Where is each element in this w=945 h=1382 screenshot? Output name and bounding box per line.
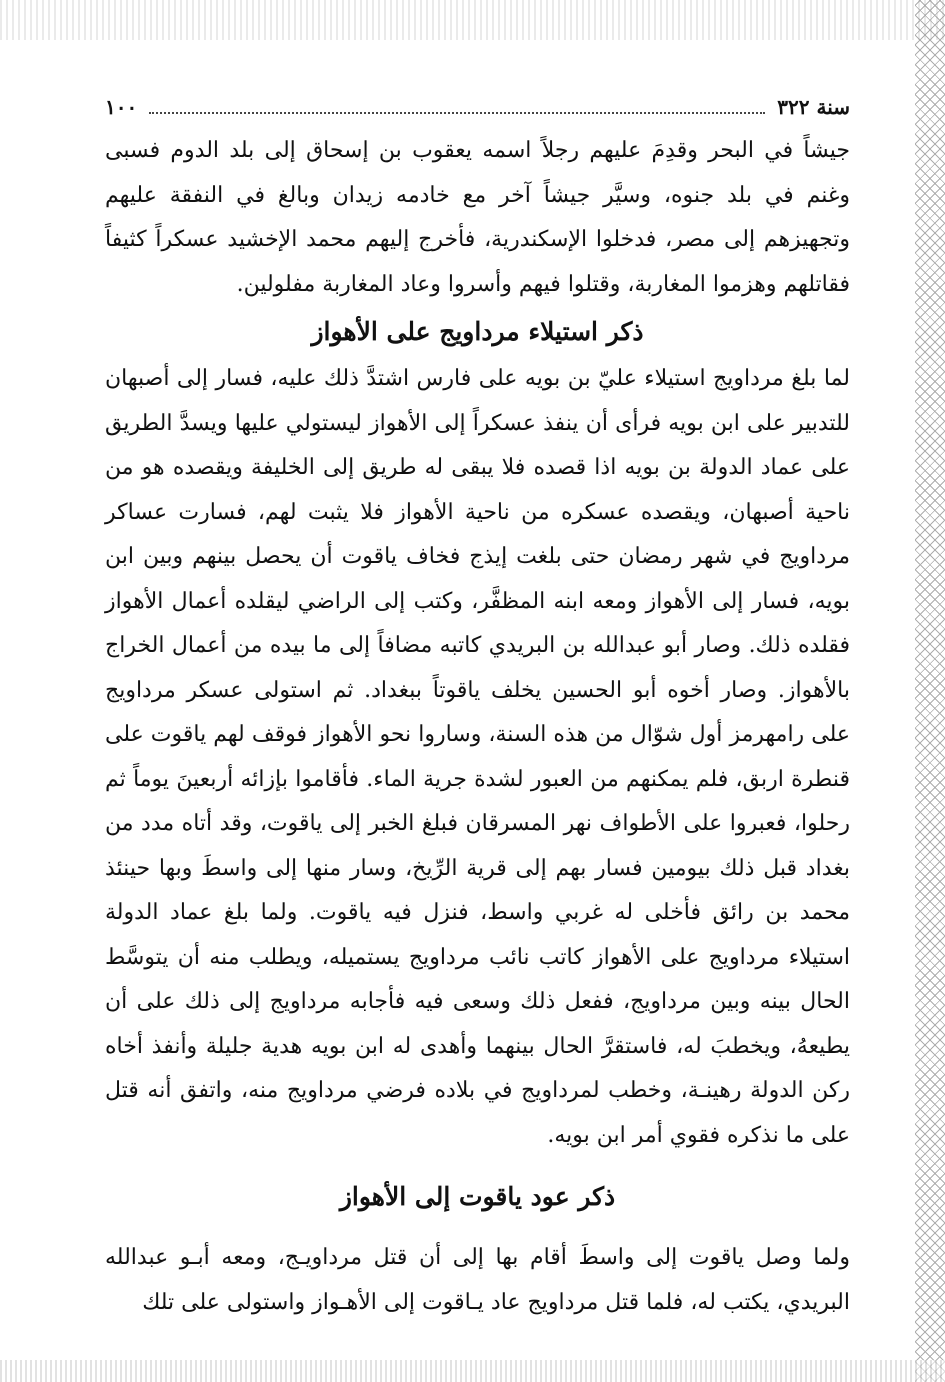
section-heading-1: ذكر استيلاء مرداويج على الأهواز [311, 317, 644, 346]
paragraph-3: ولما وصل ياقوت إلى واسطَ أقام بها إلى أن قتل مرداويـج، ومعه أبـو عبدالله البريدي، يكتب له، فلما قتل مرداويج عاد يـاقوت إلى الأهـواز واستولى على تلك [105, 1245, 850, 1315]
section-heading-2: ذكر عود ياقوت إلى الأهواز [339, 1182, 616, 1211]
running-head [105, 95, 850, 125]
paragraph-2: لما بلغ مرداويج استيلاء عليّ بن بويه على فارس اشتدَّ ذلك عليه، فسار إلى أصبهان للتدبير على ابن بويه فرأى أن ينفذ عسكراً إلى الأهواز ليستولي عليها ويسدَّ الطريق على عماد الدولة بن بويه اذا قصده فلا يبقى له طريق إلى الخليفة ويقصده هو من ناحية أصبهان، ويقصده عسكره من ناحية الأهواز فلا يثبت لهم، فسارت عساكر مرداويج في شهر رمضان حتى بلغت إيذج فخاف ياقوت أن يحصل بينهم وبين ابن بويه، فسار إلى الأهواز ومعه ابنه المظفَّر، وكتب إلى الراضي ليقلده أعمال الأهواز فقلده ذلك. وصار أبو عبدالله بن البريدي كاتبه مضافاً إلى ما بيده من أعمال الخراج بالأهواز. وصار أخوه أبو الحسين يخلف ياقوتاً ببغداد. ثم استولى عسكر مرداويج على رامهرمز أول شوّال من هذه السنة، وساروا نحو الأهواز فوقف لهم ياقوت على قنطرة اربق، فلم يمكنهم من العبور لشدة جرية الماء. فأقاموا بإزائه أربعينَ يوماً ثم رحلوا، فعبروا على الأطواف نهر المسرقان فبلغ الخبر إلى ياقوت، وقد أتاه مدد من بغداد قبل ذلك بيومين فسار بهم إلى قرية الرِّيخ، وسار منها إلى واسطَ وبها حينئذ محمد بن رائق فأخلى له غربي واسط، فنزل فيه ياقوت. ولما بلغ عماد الدولة استيلاء مرداويج على الأهواز كاتب نائب مرداويج يستميله، ويطلب منه أن يتوسَّط الحال بينه وبين مرداويج، ففعل ذلك وسعى فيه فأجابه مرداويج إلى ذلك على أن يطيعهُ، ويخطبَ له، فاستقرَّ الحال بينهما وأهدى له ابن بويه هدية جليلة وأنفذ أخاه ركن الدولة رهينـة، وخطب لمرداويج في بلاده فرضي مرداويج منه، واتفق أنه قتل على ما نذكره فقوي أمر ابن بويه. [105, 366, 850, 1148]
scan-border-bottom [0, 1360, 945, 1382]
scan-border-top [0, 0, 945, 40]
scan-border-right [915, 0, 945, 1382]
running-head-leader-dots [149, 112, 765, 114]
page-number: ١٠٠ [105, 95, 138, 119]
running-head-year: سنة ٣٢٢ [777, 95, 850, 119]
paragraph-1: جيشاً في البحر وقدِمَ عليهم رجلاً اسمه يعقوب بن إسحاق إلى بلد الدوم فسبى وغنم في بلد جنوه، وسيَّر جيشاً آخر مع خادمه زيدان وبالغ في النفقة عليهم وتجهيزهم إلى مصر، فدخلوا الإسكندرية، فأخرج إليهم محمد الإخشيد عسكراً كثيفاً فقاتلهم وهزموا المغاربة، وقتلوا فيهم وأسروا وعاد المغاربة مفلولين. [105, 138, 850, 297]
book-page [105, 95, 850, 1325]
